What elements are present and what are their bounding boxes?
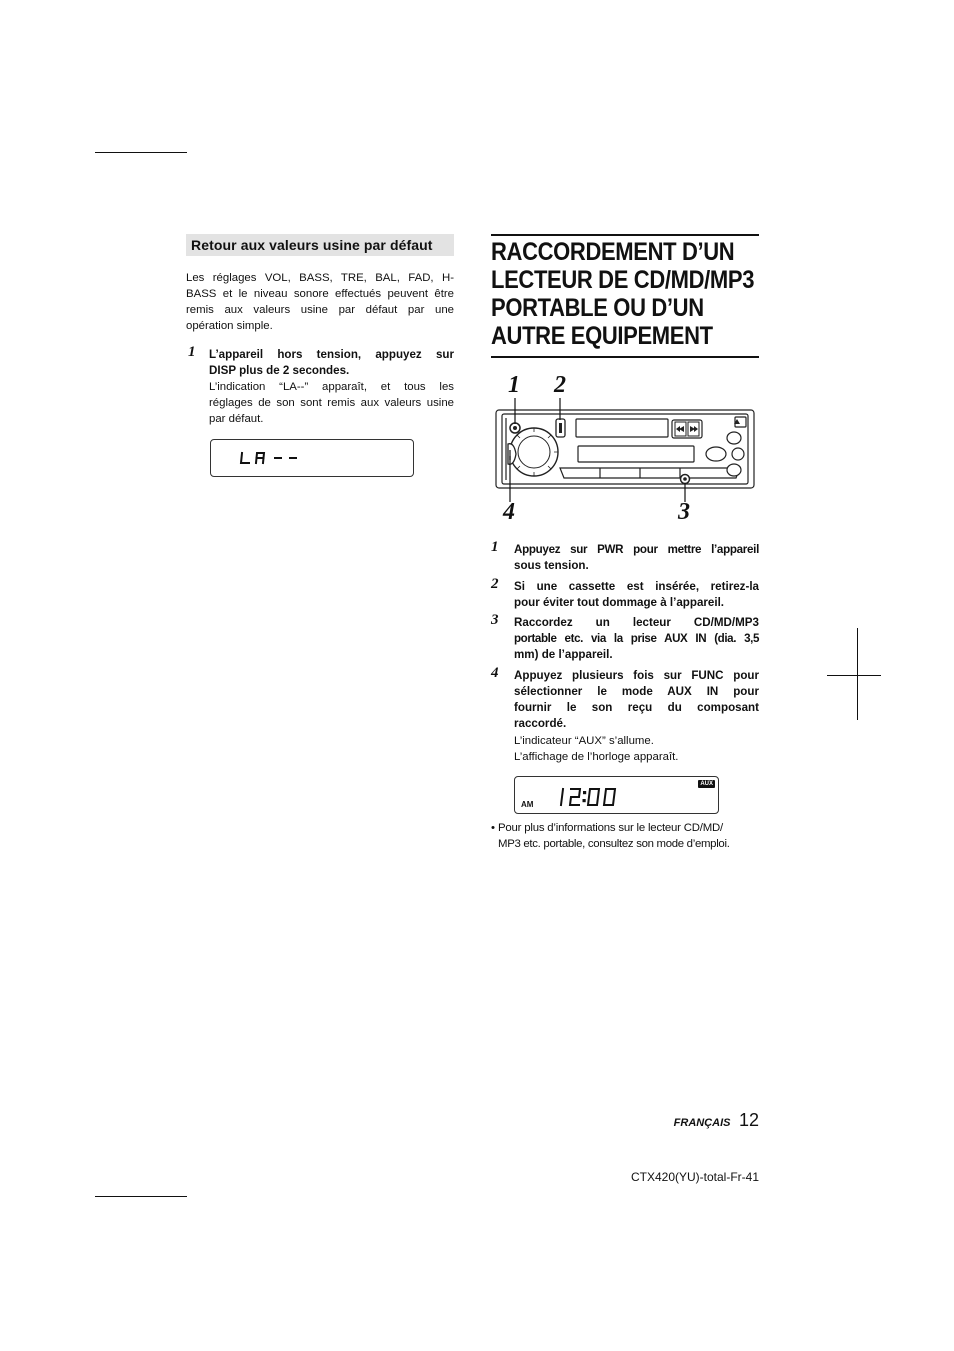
- left-step-instruction: L’appareil hors tension, appuyez sur DISP plus de 2 secondes.: [209, 348, 454, 377]
- right-step-3-text: Raccordez un lecteur CD/MD/MP3 portable etc. via la prise AUX IN (dia. 3,5 mm) de l’appareil.: [514, 616, 759, 661]
- right-step-2-number: 2: [491, 576, 499, 592]
- figure-callout-2: 2: [554, 372, 566, 398]
- func-button-icon: [508, 444, 516, 465]
- intro-paragraph: Les réglages VOL, BASS, TRE, BAL, FAD, H- BASS et le niveau sonore effectués peuvent être remis aux valeurs usine par défaut par une opération simple.: [186, 272, 454, 332]
- registration-mark-horizontal: [827, 675, 881, 676]
- stereo-front-panel-illustration: [490, 398, 760, 502]
- section-heading-factory-reset: Retour aux valeurs usine par défaut: [186, 234, 454, 256]
- bullet-note: • Pour plus d’informations sur le lecteur CD/MD/ MP3 etc. portable, consultez son mode d’emploi.: [491, 822, 730, 850]
- aux-indicator: AUX: [700, 781, 713, 787]
- main-title: RACCORDEMENT D’UN LECTEUR DE CD/MD/MP3 PORTABLE OU D’UN AUTRE EQUIPEMENT: [491, 238, 755, 350]
- left-step-result: L’indication “LA--” apparaît, et tous les réglages de son sont remis aux valeurs usine par défaut.: [209, 381, 454, 425]
- right-step-4-number: 4: [491, 665, 499, 681]
- lcd-readout-la: [210, 439, 414, 477]
- footer-language: FRANÇAIS: [673, 1117, 731, 1129]
- crop-mark-top-left: [95, 152, 187, 153]
- document-code: CTX420(YU)-total-Fr-41: [630, 1170, 759, 1184]
- lcd-display-aux-clock: [514, 776, 719, 814]
- figure-callout-1: 1: [508, 372, 520, 398]
- right-step-1-number: 1: [491, 539, 499, 555]
- right-step-4-text: Appuyez plusieurs fois sur FUNC pour sélectionner le mode AUX IN pour fournir le son reçu du composant raccordé.: [514, 669, 759, 730]
- lcd-clock-readout: [555, 783, 635, 813]
- registration-mark-vertical: [857, 628, 858, 720]
- crop-mark-bottom-left: [95, 1196, 187, 1197]
- left-step-number: 1: [188, 344, 196, 360]
- title-rule-top: [491, 234, 759, 236]
- lcd-display-reset: [210, 439, 414, 477]
- step-4-notes: L’indicateur “AUX” s’allume. L’affichage de l’horloge apparaît.: [514, 735, 679, 763]
- page-footer: [560, 1110, 759, 1131]
- right-step-3-number: 3: [491, 612, 499, 628]
- figure-callout-4: 4: [503, 499, 515, 525]
- am-indicator: AM: [521, 800, 534, 809]
- page-number: 12: [738, 1110, 759, 1130]
- title-rule-bottom: [491, 356, 759, 358]
- right-step-1-text: Appuyez sur PWR pour mettre l’appareil sous tension.: [514, 543, 759, 572]
- figure-callout-3: 3: [678, 499, 690, 525]
- right-step-2-text: Si une cassette est insérée, retirez-la pour éviter tout dommage à l’appareil.: [514, 580, 759, 609]
